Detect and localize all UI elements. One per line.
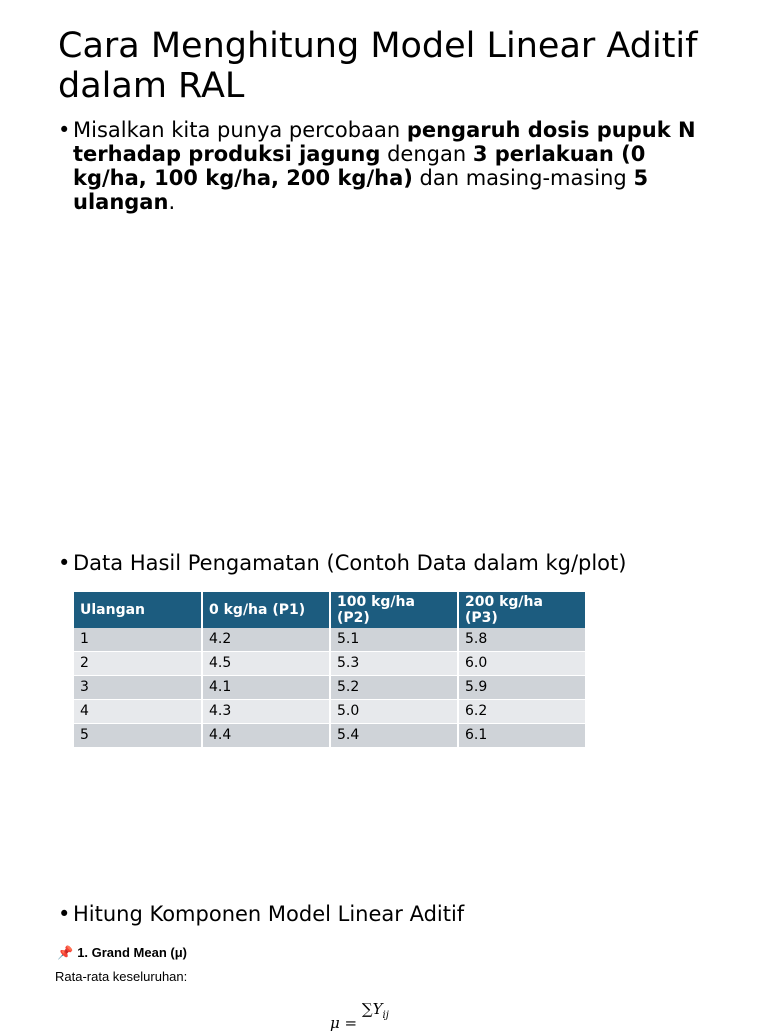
intro-bullet	[58, 118, 698, 214]
table-cell: 2	[74, 652, 202, 676]
table-header: 200 kg/ha (P3)	[458, 592, 586, 628]
table-row	[74, 628, 586, 652]
table-cell: 5.8	[458, 628, 586, 652]
table-cell: 4.2	[202, 628, 330, 652]
formula-numerator: $\sum Y_{ij}$	[361, 1000, 389, 1021]
table-cell: 5.0	[330, 700, 458, 724]
table-row	[74, 676, 586, 700]
table-cell: 6.1	[458, 724, 586, 748]
grand-mean-formula	[330, 1000, 389, 1032]
table-cell: 6.2	[458, 700, 586, 724]
formula-lhs: μ =	[330, 1014, 358, 1032]
table-cell: 1	[74, 628, 202, 652]
table-cell: 4.1	[202, 676, 330, 700]
table-cell: 5	[74, 724, 202, 748]
table-cell: 3	[74, 676, 202, 700]
grand-mean-note: Rata-rata keseluruhan:	[55, 969, 188, 984]
data-heading: Data Hasil Pengamatan (Contoh Data dalam kg/plot)	[73, 551, 627, 575]
table-cell: 5.2	[330, 676, 458, 700]
bullet-marker: •	[58, 118, 71, 142]
table-cell: 4.3	[202, 700, 330, 724]
grand-mean-label: 1. Grand Mean (μ)	[77, 945, 187, 960]
table-cell: 6.0	[458, 652, 586, 676]
components-heading-bullet	[58, 902, 698, 926]
table-cell: 4	[74, 700, 202, 724]
table-cell: 5.9	[458, 676, 586, 700]
observation-table	[74, 592, 587, 748]
table-row	[74, 652, 586, 676]
table-cell: 4.5	[202, 652, 330, 676]
components-heading: Hitung Komponen Model Linear Aditif	[73, 902, 465, 926]
table-cell: 5.3	[330, 652, 458, 676]
bullet-marker: •	[58, 551, 71, 575]
table-header: Ulangan	[74, 592, 202, 628]
table-row	[74, 700, 586, 724]
data-heading-bullet	[58, 551, 698, 575]
grand-mean-step	[57, 945, 187, 961]
table-cell: 5.4	[330, 724, 458, 748]
table-cell: 4.4	[202, 724, 330, 748]
intro-text: Misalkan kita punya percobaan pengaruh dosis pupuk N terhadap produksi jagung dengan 3 perlakuan (0 kg/ha, 100 kg/ha, 200 kg/ha) dan masing-masing 5 ulangan.	[73, 118, 696, 214]
page-title: Cara Menghitung Model Linear Aditif dalam RAL	[58, 26, 698, 106]
table-cell: 5.1	[330, 628, 458, 652]
pushpin-icon: 📌	[57, 945, 74, 960]
table-header-row	[74, 592, 586, 628]
bullet-marker: •	[58, 902, 71, 926]
table-header: 0 kg/ha (P1)	[202, 592, 330, 628]
table-row	[74, 724, 586, 748]
table-header: 100 kg/ha (P2)	[330, 592, 458, 628]
